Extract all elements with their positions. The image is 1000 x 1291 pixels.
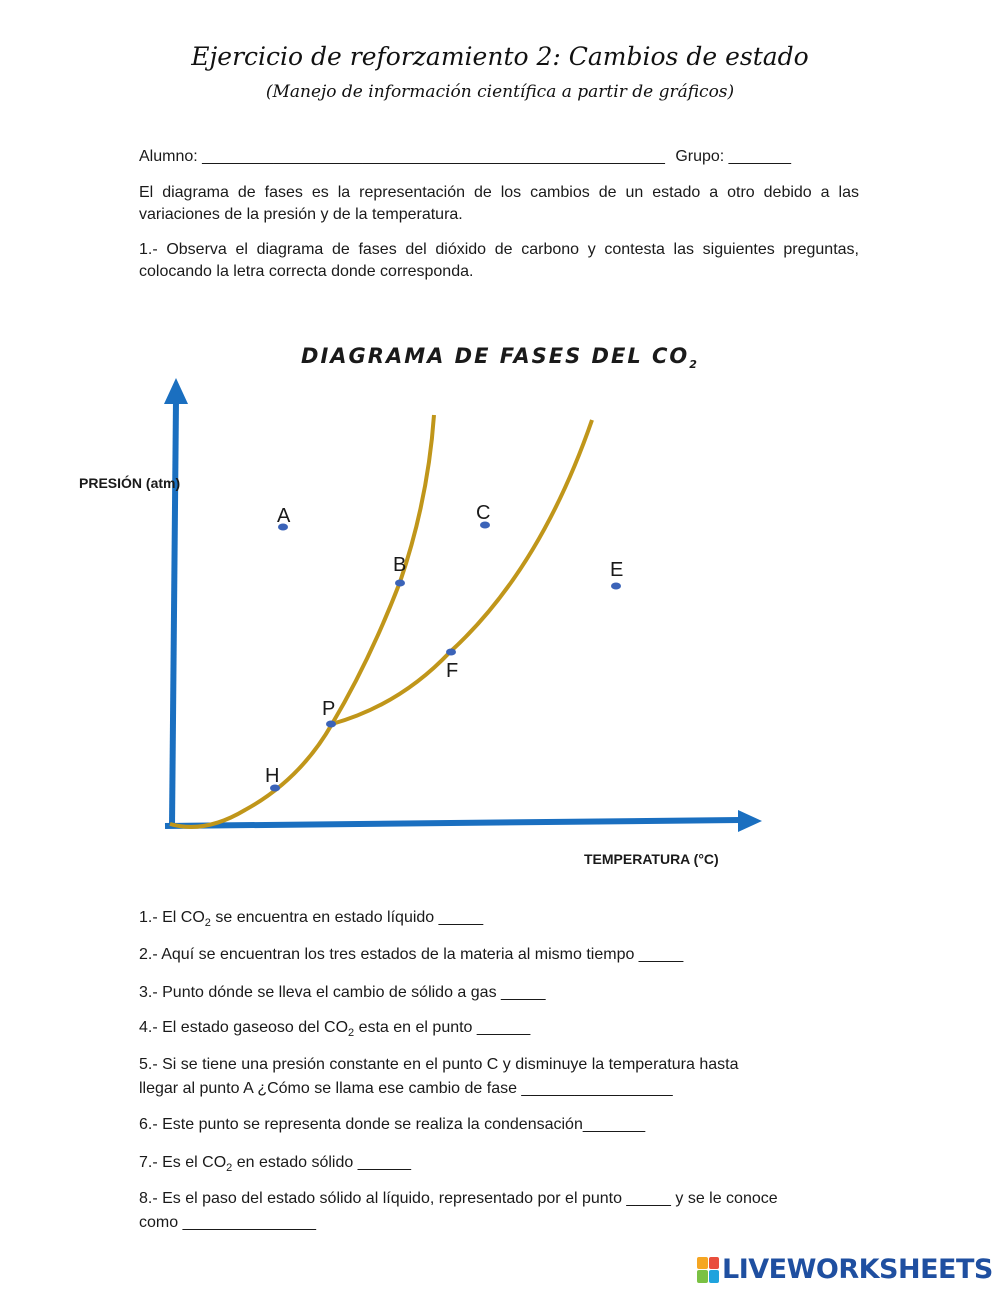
point-p-marker [326, 721, 336, 728]
point-f-marker [446, 649, 456, 656]
point-h-label: H [265, 765, 280, 787]
question-7 [139, 1151, 869, 1180]
point-e-label: E [610, 559, 624, 581]
question-6: 6.- Este punto se representa donde se realiza la condensación_______ [139, 1116, 646, 1133]
x-axis [165, 820, 740, 826]
student-name-line [139, 146, 791, 168]
chart-title-text: DIAGRAMA DE FASES DEL CO [301, 344, 690, 368]
question-7-rest: en estado sólido ______ [232, 1154, 412, 1171]
logo-icon [697, 1257, 719, 1283]
question-1-sub: 2 [204, 917, 211, 930]
question-5a: 5.- Si se tiene una presión constante en el punto C y disminuye la temperatura hasta [139, 1056, 739, 1073]
alumno-label: Alumno: ____________________________________________________ [139, 148, 665, 165]
point-a-label: A [277, 505, 291, 527]
x-axis-arrow-icon [738, 810, 762, 832]
question-1-text: 1.- El CO [139, 909, 205, 926]
point-c-label: C [476, 502, 491, 524]
question-1 [139, 906, 869, 935]
question-5b: llegar al punto A ¿Cómo se llama ese cambio de fase _________________ [139, 1080, 673, 1097]
question-4-rest: esta en el punto ______ [354, 1019, 531, 1036]
instruction-paragraph: 1.- Observa el diagrama de fases del dióxido de carbono y contesta las siguientes preguntas, colocando la letra correcta donde corresponda. [139, 241, 859, 280]
page-title: Ejercicio de reforzamiento 2: Cambios de estado [191, 42, 809, 71]
y-axis [172, 400, 176, 826]
question-4 [139, 1016, 869, 1045]
phase-diagram [0, 360, 1000, 920]
chart-title-subscript: 2 [689, 358, 699, 372]
fusion-curve [332, 415, 434, 724]
logo-text: LIVEWORKSHEETS [722, 1254, 993, 1285]
point-f-label: F [446, 660, 459, 682]
question-8b: como _______________ [139, 1214, 317, 1231]
question-3: 3.- Punto dónde se lleva el cambio de sólido a gas _____ [139, 984, 546, 1001]
question-4-sub: 2 [348, 1027, 355, 1040]
question-7-text: 7.- Es el CO [139, 1154, 227, 1171]
page-subtitle: (Manejo de información científica a partir de gráficos) [265, 82, 735, 102]
point-b-label: B [393, 554, 407, 576]
question-2: 2.- Aquí se encuentran los tres estados de la materia al mismo tiempo _____ [139, 946, 684, 963]
point-e-marker [611, 583, 621, 590]
point-b-marker [395, 580, 405, 587]
sublimation-curve [170, 724, 332, 827]
liveworksheets-logo [697, 1254, 993, 1285]
y-axis-arrow-icon [164, 378, 188, 404]
question-4-text: 4.- El estado gaseoso del CO [139, 1019, 349, 1036]
point-p-label: P [322, 698, 336, 720]
question-8a: 8.- Es el paso del estado sólido al líquido, representado por el punto _____ y se le conoce [139, 1190, 778, 1207]
question-7-sub: 2 [226, 1162, 233, 1175]
question-1-rest: se encuentra en estado líquido _____ [210, 909, 484, 926]
intro-paragraph: El diagrama de fases es la representación de los cambios de un estado a otro debido a las variaciones de la presión y de la temperatura. [139, 184, 859, 223]
y-axis-label: PRESIÓN (atm) [79, 475, 181, 491]
x-axis-label: TEMPERATURA (°C) [584, 851, 719, 867]
grupo-label: Grupo: _______ [675, 148, 791, 165]
vaporization-curve [332, 420, 592, 724]
